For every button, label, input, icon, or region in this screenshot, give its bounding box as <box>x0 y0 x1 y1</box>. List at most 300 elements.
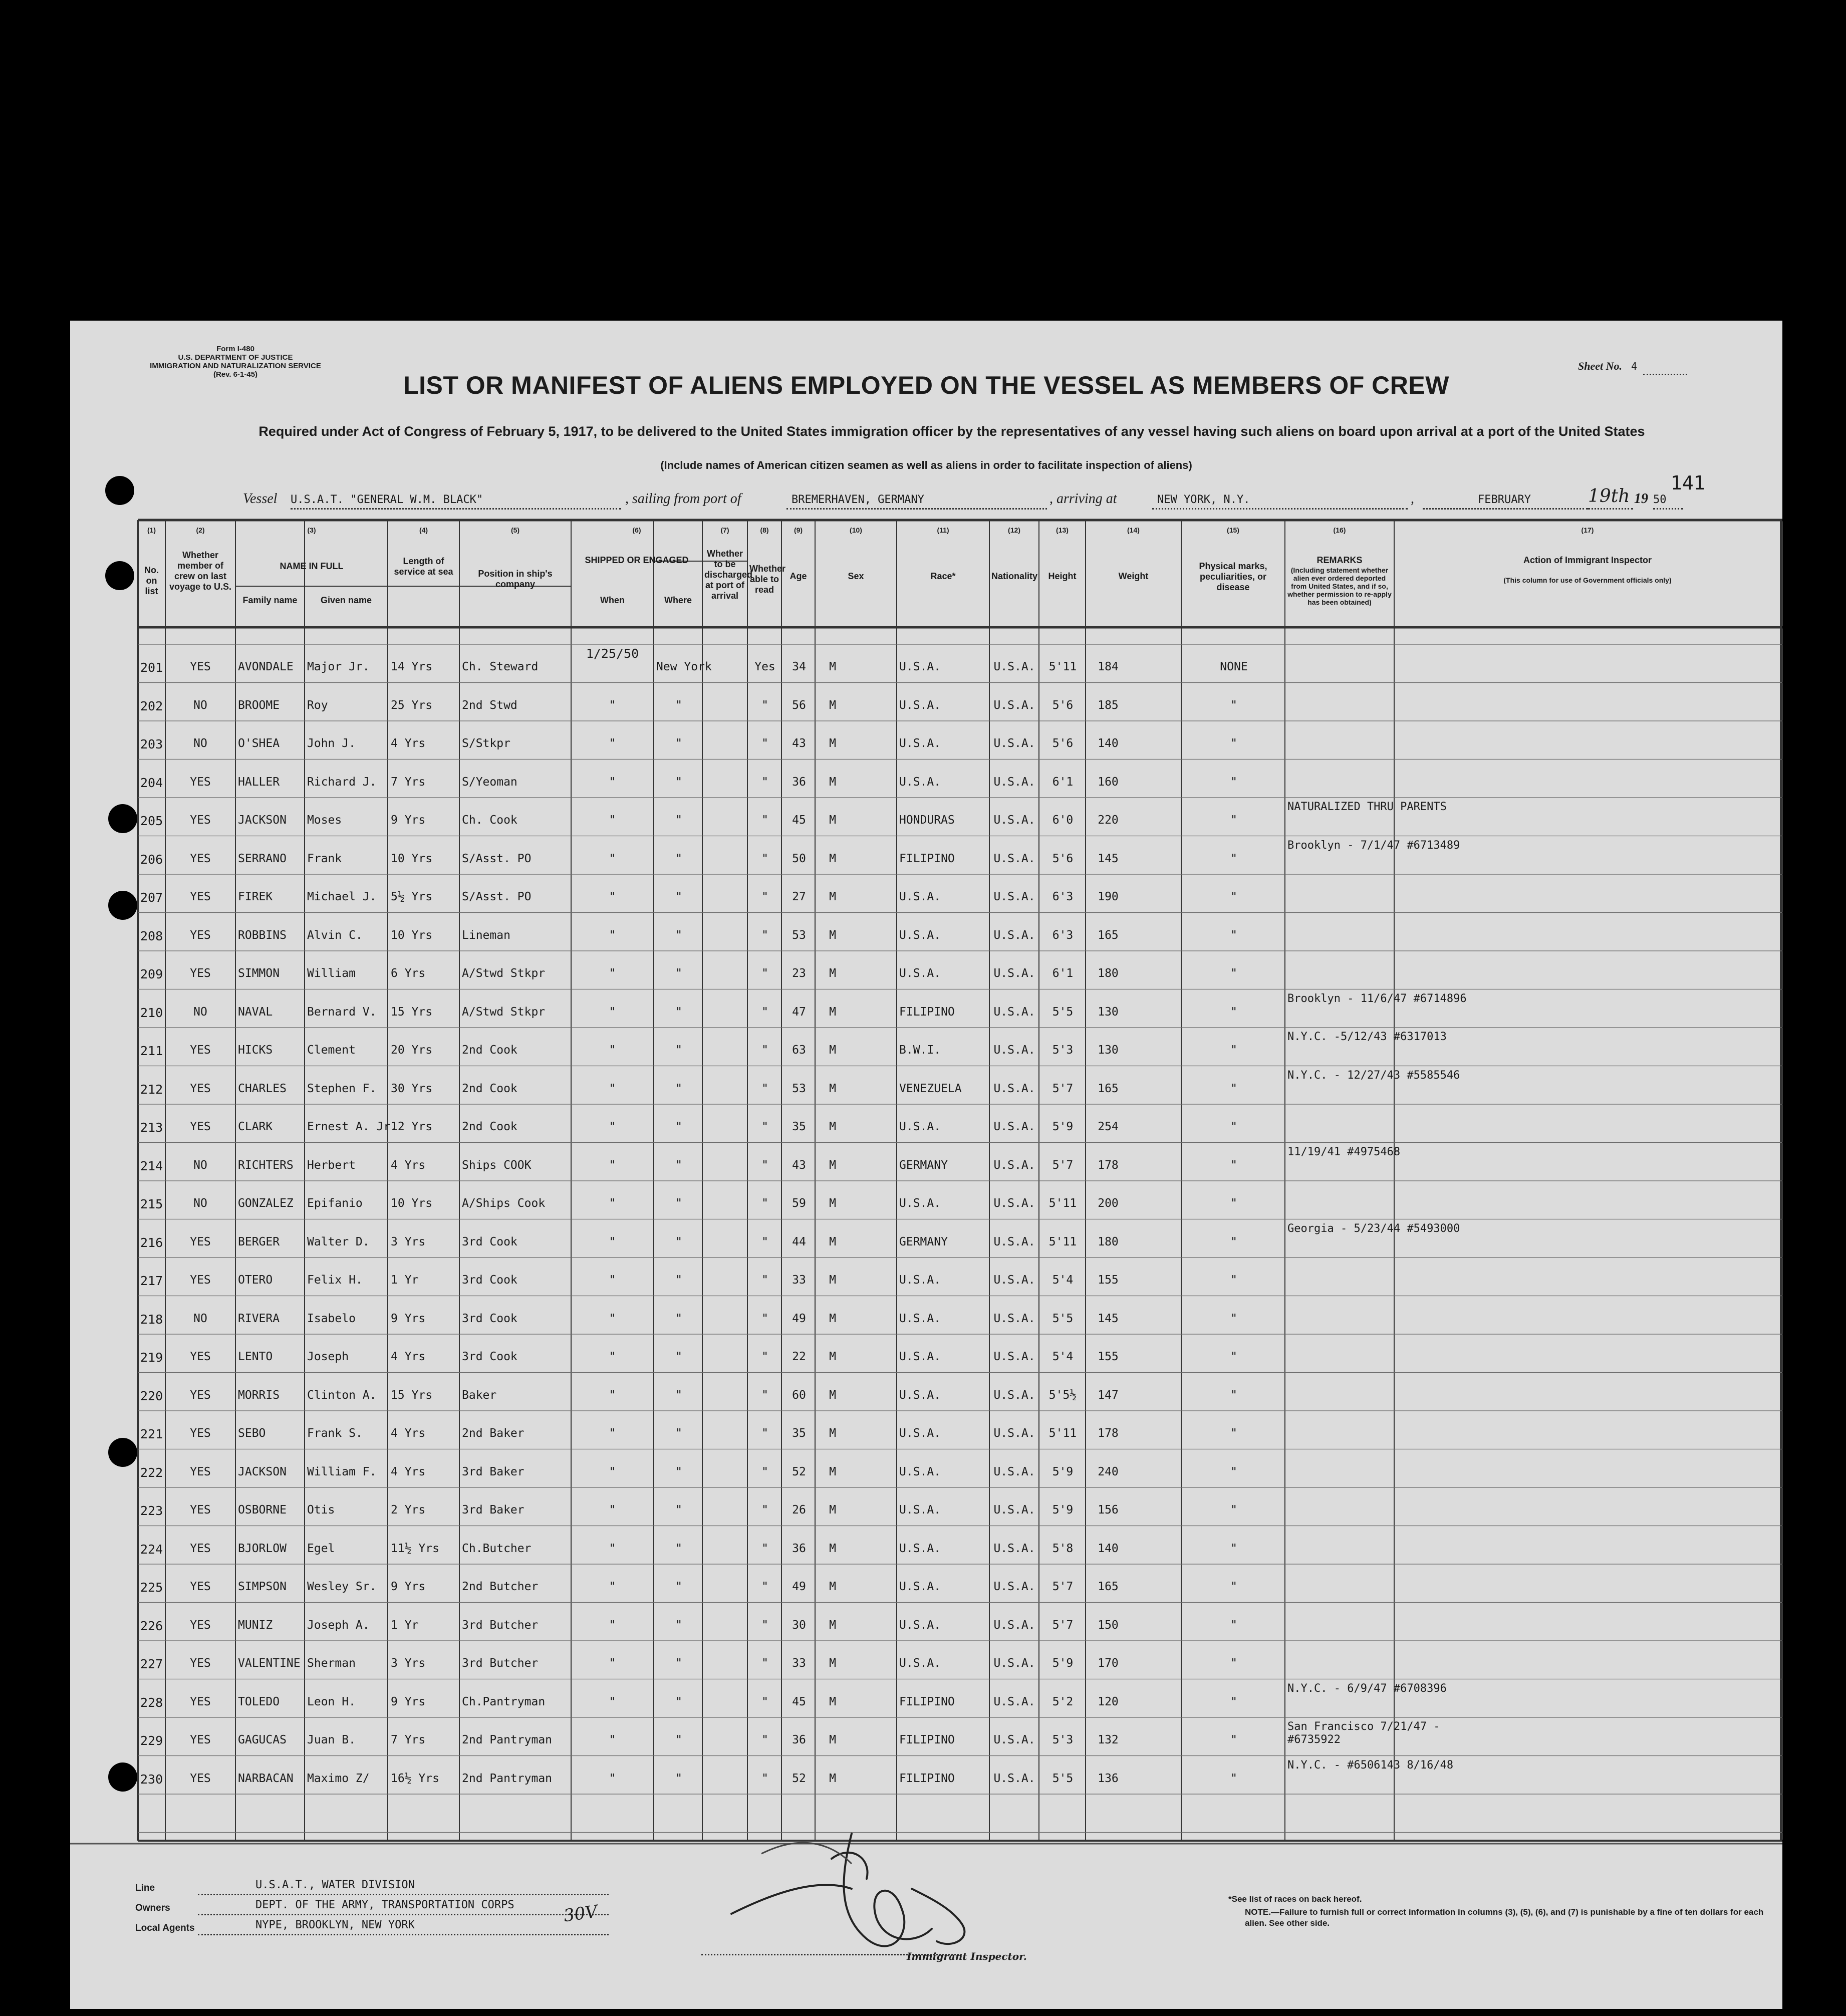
race: B.W.I. <box>899 1044 941 1057</box>
crew-last-voyage: YES <box>190 928 211 942</box>
column-header-5: Position in ship's company <box>478 569 553 589</box>
sex: M <box>829 698 836 712</box>
height: 5'7 <box>1052 1158 1074 1172</box>
family-name: SEBO <box>238 1427 266 1440</box>
height: 5'11 <box>1048 1197 1077 1210</box>
shipped-where: " <box>675 890 682 903</box>
sex: M <box>829 1312 836 1325</box>
column-header-where: Where <box>664 595 692 605</box>
crew-last-voyage: YES <box>190 1772 211 1785</box>
family-name: SIMPSON <box>238 1580 287 1593</box>
weight: 220 <box>1098 814 1119 827</box>
physical-marks: " <box>1230 775 1237 789</box>
column-header-4: Length of service at sea <box>394 556 453 577</box>
length-of-service: 5½ Yrs <box>391 890 433 903</box>
physical-marks: " <box>1230 1350 1237 1363</box>
table-row <box>70 1222 1782 1271</box>
column-header-15: Physical marks, peculiarities, or disease <box>1199 561 1267 592</box>
height: 5'3 <box>1052 1044 1074 1057</box>
column-number-6: (6) <box>632 526 641 534</box>
family-name: GAGUCAS <box>238 1733 287 1746</box>
sex: M <box>829 1388 836 1402</box>
physical-marks: " <box>1230 1580 1237 1593</box>
nationality: U.S.A. <box>993 1427 1035 1440</box>
row-number: 230 <box>140 1772 163 1787</box>
table-row <box>70 1616 1782 1654</box>
column-header-17: Action of Immigrant Inspector <box>1523 555 1652 565</box>
length-of-service: 3 Yrs <box>391 1235 426 1248</box>
shipped-when: " <box>609 814 616 827</box>
form-revision: (Rev. 6-1-45) <box>213 370 258 379</box>
shipped-when: " <box>609 1044 616 1057</box>
crew-last-voyage: YES <box>190 1465 211 1478</box>
physical-marks: " <box>1230 1082 1237 1095</box>
table-row <box>70 1271 1782 1309</box>
row-number: 223 <box>140 1503 163 1518</box>
weight: 180 <box>1098 1235 1119 1248</box>
length-of-service: 15 Yrs <box>391 1388 433 1402</box>
shipped-where: " <box>675 775 682 789</box>
crew-last-voyage: YES <box>190 1695 211 1708</box>
able-to-read: " <box>761 928 768 942</box>
family-name: SIMMON <box>238 967 280 980</box>
crew-last-voyage: YES <box>190 1618 211 1632</box>
remarks: N.Y.C. - #6506143 8/16/48 <box>1287 1758 1454 1772</box>
remarks: Georgia - 5/23/44 #5493000 <box>1287 1222 1460 1235</box>
crew-last-voyage: YES <box>190 1044 211 1057</box>
able-to-read: " <box>761 967 768 980</box>
shipped-where: " <box>675 737 682 750</box>
family-name: MUNIZ <box>238 1618 273 1632</box>
position: 2nd Baker <box>462 1427 524 1440</box>
position: S/Stkpr <box>462 737 510 750</box>
nationality: U.S.A. <box>993 1120 1035 1133</box>
able-to-read: " <box>761 698 768 712</box>
length-of-service: 12 Yrs <box>391 1120 433 1133</box>
position: 3rd Butcher <box>462 1618 539 1632</box>
weight: 132 <box>1098 1733 1119 1746</box>
length-of-service: 20 Yrs <box>391 1044 433 1057</box>
shipped-where: " <box>675 928 682 942</box>
margin-note: 30V <box>562 1901 599 1926</box>
able-to-read: Yes <box>754 660 775 673</box>
given-name: Maximo Z/ <box>307 1772 370 1785</box>
given-name: Alvin C. <box>307 928 363 942</box>
table-row <box>70 1654 1782 1692</box>
races-note: *See list of races on back hereof. <box>1228 1894 1362 1904</box>
physical-marks: " <box>1230 1388 1237 1402</box>
race: FILIPINO <box>899 852 955 865</box>
given-name: Walter D. <box>307 1235 370 1248</box>
height: 5'8 <box>1052 1542 1074 1555</box>
shipped-where: " <box>675 967 682 980</box>
position: Baker <box>462 1388 497 1402</box>
shipped-where: " <box>675 1158 682 1172</box>
sex: M <box>829 775 836 789</box>
family-name: CHARLES <box>238 1082 287 1095</box>
able-to-read: " <box>761 1465 768 1478</box>
age: 52 <box>792 1772 806 1785</box>
position: A/Stwd Stkpr <box>462 967 546 980</box>
sheet-number-label: Sheet No. <box>1578 360 1622 372</box>
height: 5'5 <box>1052 1312 1074 1325</box>
include-note: (Include names of American citizen seamen as well as aliens in order to facilitate inspection of aliens) <box>660 459 1192 471</box>
owners-label: Owners <box>135 1903 170 1913</box>
family-name: RICHTERS <box>238 1158 294 1172</box>
given-name: Sherman <box>307 1657 356 1670</box>
sex: M <box>829 1618 836 1632</box>
able-to-read: " <box>761 1082 768 1095</box>
column-header-11: Race* <box>930 571 956 581</box>
crew-last-voyage: NO <box>193 1158 207 1172</box>
column-number-10: (10) <box>850 526 862 534</box>
table-row <box>70 839 1782 888</box>
column-number-2: (2) <box>196 526 205 534</box>
able-to-read: " <box>761 1542 768 1555</box>
port-to-field <box>1152 491 1408 510</box>
height: 5'9 <box>1052 1503 1074 1517</box>
sex: M <box>829 1350 836 1363</box>
shipped-when: " <box>609 1312 616 1325</box>
weight: 155 <box>1098 1274 1119 1287</box>
length-of-service: 11½ Yrs <box>391 1542 439 1555</box>
table-row <box>70 696 1782 734</box>
physical-marks: " <box>1230 1772 1237 1785</box>
sex: M <box>829 1274 836 1287</box>
able-to-read: " <box>761 775 768 789</box>
weight: 240 <box>1098 1465 1119 1478</box>
age: 44 <box>792 1235 806 1248</box>
age: 43 <box>792 1158 806 1172</box>
column-number-16: (16) <box>1333 526 1346 534</box>
age: 30 <box>792 1618 806 1632</box>
able-to-read: " <box>761 1427 768 1440</box>
physical-marks: " <box>1230 698 1237 712</box>
shipped-where: " <box>675 814 682 827</box>
column-header-family-name: Family name <box>242 595 298 605</box>
able-to-read: " <box>761 1618 768 1632</box>
shipped-where: " <box>675 1044 682 1057</box>
port-from: BREMERHAVEN, GERMANY <box>792 493 924 506</box>
age: 43 <box>792 737 806 750</box>
age: 35 <box>792 1120 806 1133</box>
row-number: 213 <box>140 1120 163 1135</box>
arriving-label: , arriving at <box>1049 491 1117 507</box>
sex: M <box>829 1158 836 1172</box>
sex: M <box>829 1120 836 1133</box>
given-name: John J. <box>307 737 356 750</box>
physical-marks: " <box>1230 1005 1237 1019</box>
shipped-when: " <box>609 1618 616 1632</box>
shipped-when: " <box>609 737 616 750</box>
age: 53 <box>792 928 806 942</box>
height: 5'6 <box>1052 698 1074 712</box>
remarks: San Francisco 7/21/47 - #6735922 <box>1287 1720 1440 1746</box>
given-name: Clinton A. <box>307 1388 377 1402</box>
shipped-when: " <box>609 1274 616 1287</box>
crew-last-voyage: YES <box>190 1733 211 1746</box>
crew-last-voyage: NO <box>193 1005 207 1019</box>
row-number: 207 <box>140 890 163 905</box>
race: U.S.A. <box>899 1197 941 1210</box>
sex: M <box>829 1044 836 1057</box>
race: U.S.A. <box>899 928 941 942</box>
race: U.S.A. <box>899 1465 941 1478</box>
weight: 120 <box>1098 1695 1119 1708</box>
height: 6'1 <box>1052 967 1074 980</box>
age: 36 <box>792 775 806 789</box>
nationality: U.S.A. <box>993 660 1035 673</box>
shipped-when: " <box>609 890 616 903</box>
age: 33 <box>792 1274 806 1287</box>
race: U.S.A. <box>899 1274 941 1287</box>
stamp-number: 141 <box>1671 472 1705 494</box>
table-row <box>70 887 1782 926</box>
remarks: Brooklyn - 11/6/47 #6714896 <box>1287 992 1467 1005</box>
crew-last-voyage: YES <box>190 1503 211 1517</box>
length-of-service: 4 Yrs <box>391 737 426 750</box>
length-of-service: 6 Yrs <box>391 967 426 980</box>
height: 5'4 <box>1052 1274 1074 1287</box>
able-to-read: " <box>761 890 768 903</box>
row-number: 212 <box>140 1082 163 1097</box>
nationality: U.S.A. <box>993 814 1035 827</box>
race: U.S.A. <box>899 890 941 903</box>
row-number: 215 <box>140 1197 163 1211</box>
race: U.S.A. <box>899 1312 941 1325</box>
shipped-when: " <box>609 1542 616 1555</box>
position: Ch.Butcher <box>462 1542 532 1555</box>
date-month-field <box>1423 491 1588 510</box>
physical-marks: " <box>1230 1120 1237 1133</box>
service-name: IMMIGRATION AND NATURALIZATION SERVICE <box>150 362 321 370</box>
weight: 145 <box>1098 1312 1119 1325</box>
table-row <box>70 646 1782 696</box>
age: 52 <box>792 1465 806 1478</box>
shipped-where: " <box>675 698 682 712</box>
weight: 136 <box>1098 1772 1119 1785</box>
family-name: JACKSON <box>238 1465 287 1478</box>
shipped-where: " <box>675 1235 682 1248</box>
penalty-note <box>1245 1907 1766 1929</box>
position: S/Asst. PO <box>462 852 532 865</box>
column-number-5: (5) <box>510 526 520 534</box>
table-row <box>70 1031 1782 1079</box>
shipped-when: " <box>609 1772 616 1785</box>
shipped-where: " <box>675 1542 682 1555</box>
column-header-6: SHIPPED OR ENGAGED <box>585 555 689 565</box>
position: Lineman <box>462 928 510 942</box>
port-from-field <box>786 491 1047 510</box>
age: 33 <box>792 1657 806 1670</box>
shipped-when: " <box>609 928 616 942</box>
able-to-read: " <box>761 737 768 750</box>
given-name: Moses <box>307 814 342 827</box>
manifest-sheet: Form I-480 U.S. DEPARTMENT OF JUSTICE IMMIGRATION AND NATURALIZATION SERVICE (Rev. 6-1-45) Sheet No. 4 LIST OR MANIFEST OF ALIENS EMPLOYED ON THE VESSEL AS MEMBERS OF CREW Required under Act of Congress of February 5, 1917, to be delivered to the United States immigration officer by the representatives of any vessel having such aliens on board upon arrival at a port of the United States (Include names of American citizen seamen as well as aliens in order to facilitate inspection of aliens) 141 Vessel U.S.A.T. "GENERAL W.M. BLACK" , sailing from port of BREMERHAVEN, GERMANY , arriving at NEW YORK, N.Y. , FEBRUARY 19th 19 50 (1) No. on list (2) Whether member of crew on last voyage to U.S. (3) NAME IN FULL (4) Length of service at sea (5) Position in ship's company (6) SHIPPED OR ENGAGED (7) Whether to be discharged at port of arrival (8) Whether able to read (9) Age (10) Sex (11) Race* (12) Nationality (13) Height (14) Weight (15) Physical marks, peculiarities, or disease (16) REMARKS (17) Action of Immigrant Inspector Family name Given name When Where (Including statement whether alien ever ordered deported from United States, and if so, whether permission to re-apply has been obtained) (This column for use of Government officials only) 201 YES AVONDALE Major Jr. 14 Yrs Ch. Steward 1/25/50 New York Yes 34 M U.S.A. U.S.A. 5'11 184 NONE 202 NO BROOME Roy 25 Yrs 2nd Stwd " " " 56 M U.S.A. U.S.A. 5'6 185 " 203 NO O'SHEA John J. 4 Yrs S/Stkpr " " " 43 M U.S.A. U.S.A. 5'6 140 " 204 YES HALLER Richard J. 7 Yrs S/Yeoman " " " 36 M U.S.A. U.S.A. 6'1 160 " 205 YES JACKSON Moses 9 Yrs Ch. Cook " " " 45 M HONDURAS U.S.A. 6'0 220 " NATURALIZED THRU PARENTS 206 YES SERRANO Frank 10 Yrs S/Asst. PO " " " 50 M FILIPINO U.S.A. 5'6 145 " Brooklyn - 7/1/47 #6713489 207 YES FIREK Michael J. 5½ Yrs S/Asst. PO " " " 27 M U.S.A. U.S.A. 6'3 190 " 208 YES ROBBINS Alvin C. 10 Yrs Lineman " " " 53 M U.S.A. U.S.A. 6'3 165 " 209 YES SIMMON William 6 Yrs A/Stwd Stkpr " " " 23 M U.S.A. U.S.A. 6'1 180 " 210 NO NAVAL Bernard V. 15 Yrs A/Stwd Stkpr " " " 47 M FILIPINO U.S.A. 5'5 130 " Brooklyn - 11/6/47 #6714896 211 YES HICKS Clement 20 Yrs 2nd Cook " " " 63 M B.W.I. U.S.A. 5'3 130 " N.Y.C. -5/12/43 #6317013 212 YES CHARLES Stephen F. 30 Yrs 2nd Cook " " " 53 M VENEZUELA U.S.A. 5'7 165 " N.Y.C. - 12/27/43 #5585546 213 YES CLARK Ernest A. Jr. 12 Yrs 2nd Cook " " " 35 M U.S.A. U.S.A. 5'9 254 " 214 NO RICHTERS Herbert 4 Yrs Ships COOK " " " 43 M GERMANY U.S.A. 5'7 178 " 11/19/41 #4975468 215 NO GONZALEZ Epifanio 10 Yrs A/Ships Cook " " " 59 M U.S.A. U.S.A. 5'11 200 " 216 YES BERGER Walter D. 3 Yrs 3rd Cook " " " 44 M GERMANY U.S.A. 5'11 180 " Georgia - 5/23/44 #5493000 217 YES OTERO Felix H. 1 Yr 3rd Cook " " " 33 M U.S.A. U.S.A. 5'4 155 " 218 NO RIVERA Isabelo 9 Yrs 3rd Cook " " " 49 M U.S.A. U.S.A. 5'5 145 " 219 YES LENTO Joseph 4 Yrs 3rd Cook " " " 22 M U.S.A. U.S.A. 5'4 155 " 220 YES MORRIS Clinton A. 15 Yrs Baker " " " 60 M U.S.A. U.S.A. 5'5½ 147 " 221 YES SEBO Frank S. 4 Yrs 2nd Baker " " " 35 M U.S.A. U.S.A. 5'11 178 " 222 YES JACKSON William F. 4 Yrs 3rd Baker " " " 52 M U.S.A. U.S.A. 5'9 240 " 223 YES OSBORNE Otis 2 Yrs 3rd Baker " " " 26 M U.S.A. U.S.A. 5'9 156 " 224 YES BJORLOW Egel 11½ Yrs Ch.Butcher " " " 36 M U.S.A. U.S.A. 5'8 140 " 225 YES SIMPSON Wesley Sr. 9 Yrs 2nd Butcher " " " 49 M U.S.A. U.S.A. 5'7 165 " 226 YES MUNIZ Joseph A. 1 Yr 3rd Butcher " " " 30 M U.S.A. U.S.A. 5'7 150 " 227 YES VALENTINE Sherman 3 Yrs 3rd Butcher " " " 33 M U.S.A. U.S.A. 5'9 170 " 228 YES TOLEDO Leon H. 9 Yrs Ch.Pantryman " " " 45 M FILIPINO U.S.A. 5'2 120 " N.Y.C. - 6/9/47 #6708396 229 YES GAGUCAS Juan B. 7 Yrs 2nd Pantryman " " " 36 M FILIPINO U.S.A. 5'3 132 " San Francisco 7/21/47 - #6735922 230 YES NARBACAN Maximo Z/ 16½ Yrs 2nd Pantryman " " " 52 M FILIPINO U.S.A. 5'5 136 " N.Y.C. - #6506143 8/16/48 Line Owners Local Agents U.S.A.T., WATER DIVISION DEPT. OF THE ARMY, TRANSPORTATION CORPS NYPE, BROOKLYN, NEW YORK 30V Immigrant Inspector. *See list of races on back hereof. NOTE.—Failure to furnish full or correct information in columns (3), (5), (6), and (7) is punishable by a fine of ten dollars for each alien. See other side. <box>70 321 1782 2009</box>
nationality: U.S.A. <box>993 1350 1035 1363</box>
length-of-service: 9 Yrs <box>391 814 426 827</box>
length-of-service: 7 Yrs <box>391 1733 426 1746</box>
length-of-service: 9 Yrs <box>391 1312 426 1325</box>
shipped-when: " <box>609 1005 616 1019</box>
family-name: AVONDALE <box>238 660 294 673</box>
column-number-13: (13) <box>1056 526 1069 534</box>
row-number: 227 <box>140 1657 163 1671</box>
table-row <box>70 1462 1782 1501</box>
shipped-when: " <box>609 1082 616 1095</box>
shipped-where: " <box>675 1503 682 1517</box>
physical-marks: " <box>1230 1312 1237 1325</box>
length-of-service: 4 Yrs <box>391 1427 426 1440</box>
nationality: U.S.A. <box>993 1274 1035 1287</box>
race: GERMANY <box>899 1158 948 1172</box>
race: U.S.A. <box>899 775 941 789</box>
height: 5'11 <box>1048 1427 1077 1440</box>
sex: M <box>829 660 836 673</box>
column-number-8: (8) <box>760 526 769 534</box>
remarks: N.Y.C. - 6/9/47 #6708396 <box>1287 1682 1447 1695</box>
weight: 170 <box>1098 1657 1119 1670</box>
length-of-service: 4 Yrs <box>391 1465 426 1478</box>
crew-last-voyage: YES <box>190 1120 211 1133</box>
family-name: RIVERA <box>238 1312 280 1325</box>
row-number: 214 <box>140 1158 163 1173</box>
table-row <box>70 1145 1782 1194</box>
family-name: CLARK <box>238 1120 273 1133</box>
family-name: ROBBINS <box>238 928 287 942</box>
age: 22 <box>792 1350 806 1363</box>
table-row <box>70 1069 1782 1118</box>
position: 2nd Cook <box>462 1044 517 1057</box>
nationality: U.S.A. <box>993 775 1035 789</box>
remarks: NATURALIZED THRU PARENTS <box>1287 801 1447 813</box>
remarks: N.Y.C. - 12/27/43 #5585546 <box>1287 1069 1460 1082</box>
length-of-service: 9 Yrs <box>391 1695 426 1708</box>
height: 6'3 <box>1052 928 1074 942</box>
crew-last-voyage: YES <box>190 775 211 789</box>
able-to-read: " <box>761 1312 768 1325</box>
column-number-12: (12) <box>1008 526 1020 534</box>
race: VENEZUELA <box>899 1082 962 1095</box>
race: U.S.A. <box>899 660 941 673</box>
physical-marks: " <box>1230 1733 1237 1746</box>
shipped-when: " <box>609 1120 616 1133</box>
crew-last-voyage: YES <box>190 1657 211 1670</box>
inspector-label: Immigrant Inspector. <box>907 1950 1027 1962</box>
able-to-read: " <box>761 1695 768 1708</box>
crew-last-voyage: YES <box>190 852 211 865</box>
shipped-where: " <box>675 852 682 865</box>
column-number-17: (17) <box>1581 526 1594 534</box>
shipped-when: " <box>609 1350 616 1363</box>
punch-hole <box>105 476 134 505</box>
length-of-service: 14 Yrs <box>391 660 433 673</box>
able-to-read: " <box>761 1120 768 1133</box>
nationality: U.S.A. <box>993 698 1035 712</box>
weight: 155 <box>1098 1350 1119 1363</box>
nationality: U.S.A. <box>993 852 1035 865</box>
row-number: 228 <box>140 1695 163 1710</box>
height: 6'3 <box>1052 890 1074 903</box>
physical-marks: " <box>1230 928 1237 942</box>
physical-marks: " <box>1230 1542 1237 1555</box>
age: 36 <box>792 1733 806 1746</box>
race: U.S.A. <box>899 967 941 980</box>
table-row <box>70 1720 1782 1769</box>
age: 50 <box>792 852 806 865</box>
family-name: O'SHEA <box>238 737 280 750</box>
able-to-read: " <box>761 1005 768 1019</box>
crew-last-voyage: YES <box>190 1274 211 1287</box>
physical-marks: " <box>1230 1657 1237 1670</box>
note-label: NOTE. <box>1245 1907 1271 1917</box>
column-header-13: Height <box>1048 571 1077 581</box>
length-of-service: 1 Yr <box>391 1618 419 1632</box>
physical-marks: " <box>1230 967 1237 980</box>
shipped-where: New York <box>656 660 712 673</box>
family-name: HALLER <box>238 775 280 789</box>
given-name: Felix H. <box>307 1274 363 1287</box>
shipped-where: " <box>675 1197 682 1210</box>
shipped-when: " <box>609 1197 616 1210</box>
shipped-when: " <box>609 1733 616 1746</box>
age: 63 <box>792 1044 806 1057</box>
crew-last-voyage: YES <box>190 890 211 903</box>
age: 35 <box>792 1427 806 1440</box>
physical-marks: " <box>1230 814 1237 827</box>
age: 59 <box>792 1197 806 1210</box>
column-header-10: Sex <box>848 571 864 581</box>
height: 6'0 <box>1052 814 1074 827</box>
shipped-when: " <box>609 852 616 865</box>
shipped-where: " <box>675 1465 682 1478</box>
sex: M <box>829 852 836 865</box>
given-name: Epifanio <box>307 1197 363 1210</box>
table-row <box>70 1117 1782 1156</box>
nationality: U.S.A. <box>993 1733 1035 1746</box>
row-number: 225 <box>140 1580 163 1595</box>
position: 2nd Stwd <box>462 698 517 712</box>
column-number-7: (7) <box>720 526 729 534</box>
nationality: U.S.A. <box>993 1197 1035 1210</box>
crew-last-voyage: YES <box>190 967 211 980</box>
nationality: U.S.A. <box>993 1044 1035 1057</box>
physical-marks: " <box>1230 1427 1237 1440</box>
column-number-15: (15) <box>1227 526 1239 534</box>
physical-marks: NONE <box>1220 660 1248 673</box>
column-header-8: Whether able to read <box>749 564 785 595</box>
height: 5'5 <box>1052 1772 1074 1785</box>
table-row <box>70 734 1782 773</box>
row-number: 217 <box>140 1274 163 1288</box>
position: Ch.Pantryman <box>462 1695 546 1708</box>
column-header-given-name: Given name <box>320 595 372 605</box>
position: Ships COOK <box>462 1158 532 1172</box>
table-row <box>70 926 1782 964</box>
sex: M <box>829 1695 836 1708</box>
weight: 185 <box>1098 698 1119 712</box>
race: FILIPINO <box>899 1733 955 1746</box>
nationality: U.S.A. <box>993 1695 1035 1708</box>
year-prefix: 19 <box>1634 491 1648 507</box>
weight: 178 <box>1098 1427 1119 1440</box>
crew-last-voyage: NO <box>193 737 207 750</box>
shipped-where: " <box>675 1657 682 1670</box>
position: 2nd Cook <box>462 1082 517 1095</box>
height: 5'3 <box>1052 1733 1074 1746</box>
race: FILIPINO <box>899 1695 955 1708</box>
age: 34 <box>792 660 806 673</box>
